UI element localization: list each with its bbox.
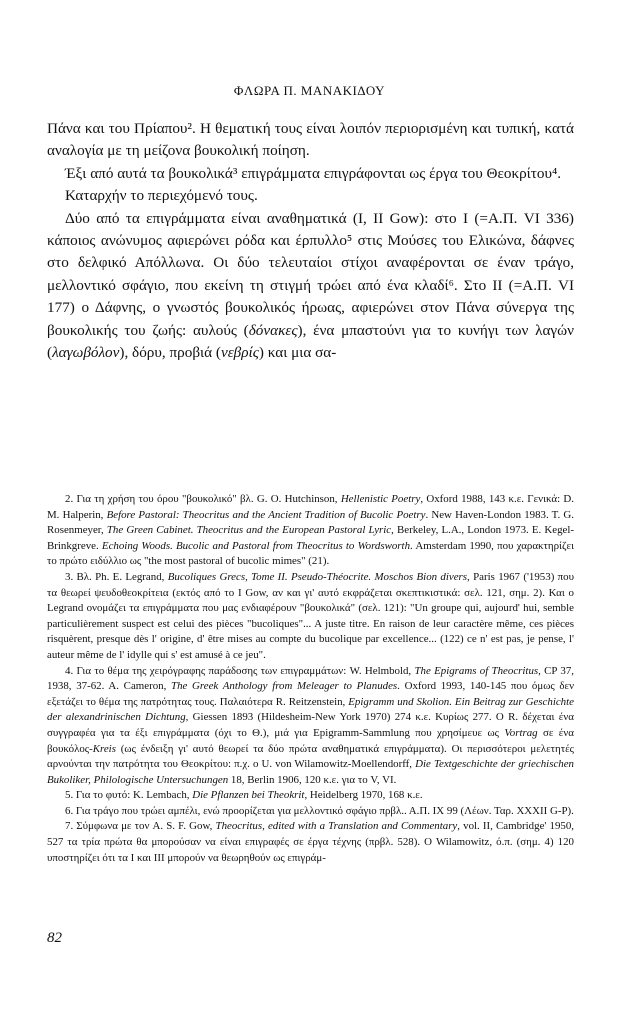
title: Epigramm und Skolion. Ein Beitrag zur Geschichte der alexandrinischen Dichtung	[47, 695, 574, 724]
text-run: , CP 37, 1938, 37-62. A. Cameron,	[47, 664, 575, 693]
text-run: ), ένα μπαστούνι για το κυνήγι των λαγών (	[47, 321, 574, 362]
main-text	[47, 118, 574, 364]
text-run: ), δόρυ, προβιά (	[119, 344, 221, 362]
title: Die Pflanzen bei Theokrit	[192, 789, 305, 802]
text-run: σε ένα βουκόλος-	[47, 726, 575, 755]
title: The Greek Anthology from Meleager to Planudes	[171, 680, 398, 693]
greek-term: δόνακες	[248, 321, 298, 339]
text-run: 4. Για το θέμα της χειρόγραφης παράδοσης των επιγραμμάτων: W. Helmbold,	[65, 664, 415, 677]
title: Hellenistic Poetry	[340, 493, 421, 505]
text-run: ) και μια σα-	[258, 344, 337, 362]
paragraph: Έξι από αυτά τα βουκολικά³ επιγράμματα επιγράφονται ως έργα του Θεοκρίτου⁴.	[65, 164, 562, 182]
text-run: (ως ένδειξη γι' αυτό θεωρεί τα δύο πρώτα αναθηματικά επιγράμματα). Οι περισσότεροι μελετητές αρνούνται την πατρότητα του Θεοκρίτου: π.χ. ο U. von Wilamowitz-Moellendorff,	[47, 742, 574, 771]
title: Before Pastoral: Theocritus and the Ancient Tradition of Bucolic Poetry	[106, 508, 426, 521]
footnotes	[47, 492, 574, 866]
greek-term: λαγωβόλον	[52, 344, 120, 362]
text-run: , Paris 1967 ('1953) που τα θεωρεί ψευδοθεοκρίτεια (εκτός από το Ι Gow, αν και γι' αυτό εκφράζεται σκεπτικιστικά: σελ. 121, σημ. 2). Και ο Legrand ονομάζει τα επιγράμματα που μας ενδιαφέρουν "βουκολικά" (σελ. 121): "Un groupe qui, aujourd' hui, semble particulièrement suspect est celui des pièces "bucoliques"... A juste titre. En raison de leur caractère même, ces pièces risquèrent, presque dès l' origine, d' être mises au compte du bucolique par excellence... (122) ce n' est pas, je pense, l' auteur même de l' idylle qui s' est amusé à ce jeu".	[47, 570, 574, 661]
title: Bucoliques Grecs, Tome II. Pseudo-Théocrite. Moschos Bion divers	[167, 570, 468, 583]
text-run: . New Haven-London 1983. T. G. Rosenmeyer,	[47, 508, 574, 537]
text-run: . Amsterdam 1990, που χαρακτηρίζει το πρώτο ειδύλλιο ως "the most pastoral of bucolic mimes" (21).	[47, 539, 574, 568]
running-header: ΦΛΩΡΑ Π. ΜΑΝΑΚΙΔΟΥ	[233, 83, 386, 98]
text-run: Δύο από τα επιγράμματα είναι αναθηματικά (Ι, ΙΙ Gow): στο Ι (=Α.Π. VI 336) κάποιος ανώνυμος αφιερώνει ρόδα και έρπυλλο⁵ στις Μούσες του Ελικώνα, δάφνες στο δελφικό Απόλλωνα. Οι δύο τελευταίοι στίχοι αναφέρονται σε έναν τράγο, μελλοντικό σφάγιο, που εκείνη τη στιγμή τρώει από ένα κλαδί⁶. Στο ΙΙ (=Α.Π. VI 177) ο Δάφνης, ο γνωστός βουκολικός ήρωας, αφιερώνει στον Πάνα σύνεργα της βουκολικής του ζωής: αυλούς (	[47, 209, 574, 339]
footnote-5	[47, 788, 574, 804]
title: Kreis	[92, 742, 116, 755]
title: Die Textgeschichte der griechischen Bukoliker, Philologische Untersuchungen	[47, 758, 574, 786]
footnote-3	[47, 570, 574, 664]
text-run: . Oxford 1993, 140-145 που όμως δεν εξετάζει το θέμα της πατρότητας τους. Παλαιότερα R. Reitzenstein,	[47, 680, 575, 708]
title: Echoing Woods. Bucolic and Pastoral from Theocritus to Wordsworth	[101, 539, 411, 552]
page-number: 82	[47, 930, 62, 946]
text-run: , Berkeley, L.A., London 1973. E. Kegel-Brinkgreve.	[47, 524, 575, 552]
paragraph: Καταρχήν το περιεχόμενό τους.	[65, 187, 258, 205]
title: Theocritus, edited with a Translation and Commentary	[215, 820, 458, 833]
text-run: 18, Berlin 1906, 120 κ.ε. για το V, VI.	[228, 773, 397, 786]
footnote-4	[47, 664, 574, 789]
greek-term: νεβρίς	[220, 344, 259, 362]
text-run: 5. Για το φυτό: K. Lembach,	[65, 789, 193, 802]
title: The Epigrams of Theocritus	[414, 664, 539, 677]
text-run: 2. Για τη χρήση του όρου "βουκολικό" βλ. G. O. Hutchinson,	[65, 493, 341, 505]
paragraph	[47, 208, 574, 365]
text-run: , vol. II, Cambridge' 1950, 527 τα τρία πρώτα θα μπορούσαν να είναι επιγραφές σε έργα τέχνης (πρβλ. 528). O Wilamowitz, ό.π. (σημ. 4) 120 υποστηρίζει ότι τα Ι και ΙΙΙ μπορούν να θεωρηθούν ως επιγράμ-	[47, 820, 575, 864]
footnote-6: 6. Για τράγο που τρώει αμπέλι, ενώ προορίζεται για μελλοντικό σφάγιο πρβλ.. Α.Π. IX 99 (Λέων. Ταρ. XXXII G-P).	[65, 804, 574, 817]
text-run: , Heidelberg 1970, 168 κ.ε.	[304, 789, 423, 802]
paragraph: Πάνα και του Πρίαπου². Η θεματική τους είναι λοιπόν περιορισμένη και τυπική, κατά αναλογία με τη μείζονα βουκολική ποίηση.	[47, 120, 574, 160]
title: Vortrag	[504, 726, 538, 739]
text-run: , Oxford 1988, 143 κ.ε. Γενικά: D. M. Halperin,	[47, 493, 574, 521]
text-run: 3. Βλ. Ph. E. Legrand,	[65, 570, 168, 583]
footnote-7	[47, 819, 574, 866]
text-run: , Giessen 1893 (Hildesheim-New York 1970) 274 κ.ε. Κυρίως 277. Ο R. δέχεται ένα συγγραφέα για τα έξι επιγράμματα (όχι το Θ.), μιά για Epigramm-Sammlung που χρησίμευε ως	[47, 711, 574, 739]
title: The Green Cabinet. Theocritus and the European Pastoral Lyric	[106, 524, 392, 537]
text-run: 7. Σύμφωνα με τον A. S. F. Gow,	[65, 820, 216, 833]
footnote-2	[47, 492, 574, 570]
